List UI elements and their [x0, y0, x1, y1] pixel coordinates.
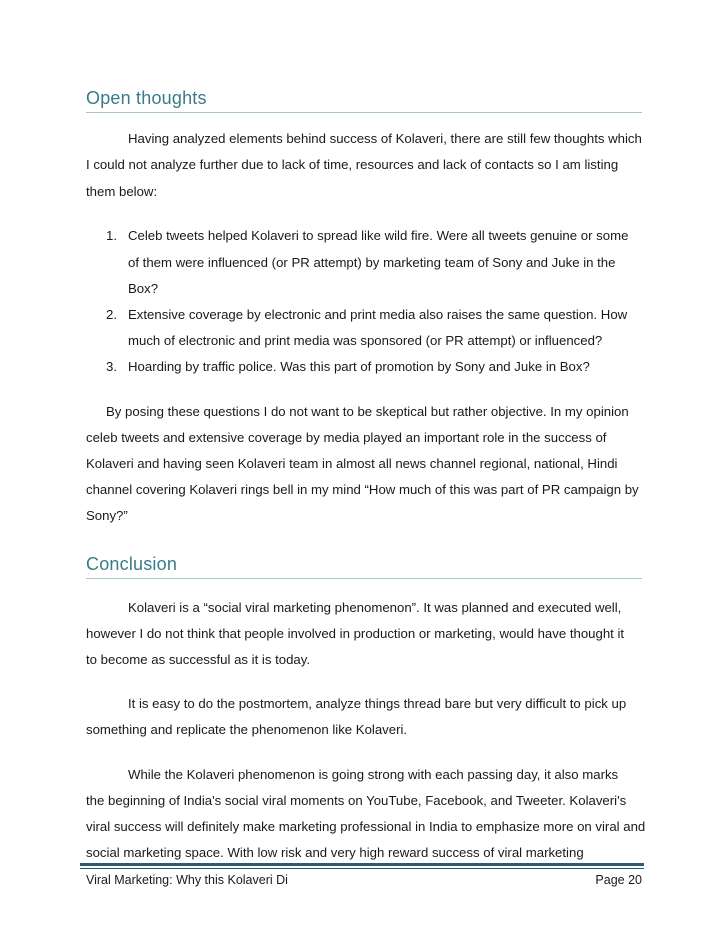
intro-line-3: them below: [86, 184, 158, 199]
closing-line-3: Kolaveri and having seen Kolaveri team in almost all news channel regional, national, Hindi [86, 456, 618, 471]
section-heading-open-thoughts: Open thoughts [86, 88, 207, 108]
closing-line-1: By posing these questions I do not want to be skeptical but rather objective. In my opinion [106, 404, 629, 419]
heading-underline [86, 112, 642, 113]
section-heading-conclusion: Conclusion [86, 554, 178, 574]
list-number-1: 1. [106, 228, 117, 243]
list-item-3-line-1: Hoarding by traffic police. Was this part of promotion by Sony and Juke in Box? [128, 359, 590, 374]
intro-line-2: I could not analyze further due to lack of time, resources and lack of contacts so I am listing [86, 157, 619, 172]
conclusion-p3-line-1: While the Kolaveri phenomenon is going strong with each passing day, it also marks [128, 767, 619, 782]
list-item-2-line-2: much of electronic and print media was sponsored (or PR attempt) or influenced? [128, 333, 603, 348]
list-number-3: 3. [106, 359, 117, 374]
page-number: Page 20 [595, 873, 642, 887]
conclusion-p1-line-3: to become as successful as it is today. [86, 652, 311, 667]
footer-rule-thin [80, 868, 644, 869]
list-item-1-line-1: Celeb tweets helped Kolaveri to spread like wild fire. Were all tweets genuine or some [128, 228, 629, 243]
conclusion-p1-line-1: Kolaveri is a “social viral marketing phenomenon”. It was planned and executed well, [128, 600, 622, 615]
footer-title: Viral Marketing: Why this Kolaveri Di [86, 873, 288, 887]
conclusion-p2-line-2: something and replicate the phenomenon like Kolaveri. [86, 722, 408, 737]
conclusion-p3-line-3: viral success will definitely make marketing professional in India to emphasize more on viral and [86, 819, 646, 834]
list-item-1-line-2: of them were influenced (or PR attempt) by marketing team of Sony and Juke in the [128, 255, 616, 270]
intro-line-1: Having analyzed elements behind success of Kolaveri, there are still few thoughts which [128, 131, 642, 146]
heading-underline [86, 578, 642, 579]
list-number-2: 2. [106, 307, 117, 322]
list-item-2-line-1: Extensive coverage by electronic and print media also raises the same question. How [128, 307, 628, 322]
closing-line-4: channel covering Kolaveri rings bell in my mind “How much of this was part of PR campaign by [86, 482, 639, 497]
list-item-1-line-3: Box? [128, 281, 159, 296]
conclusion-p3-line-4: social marketing space. With low risk and very high reward success of viral marketing [86, 845, 584, 860]
footer-rule [80, 863, 644, 866]
closing-line-2: celeb tweets and extensive coverage by media played an important role in the success of [86, 430, 607, 445]
conclusion-p2-line-1: It is easy to do the postmortem, analyze things thread bare but very difficult to pick up [128, 696, 627, 711]
closing-line-5: Sony?” [86, 508, 128, 523]
conclusion-p1-line-2: however I do not think that people involved in production or marketing, would have thought it [86, 626, 625, 641]
conclusion-p3-line-2: the beginning of India's social viral moments on YouTube, Facebook, and Tweeter. Kolaveri's [86, 793, 627, 808]
